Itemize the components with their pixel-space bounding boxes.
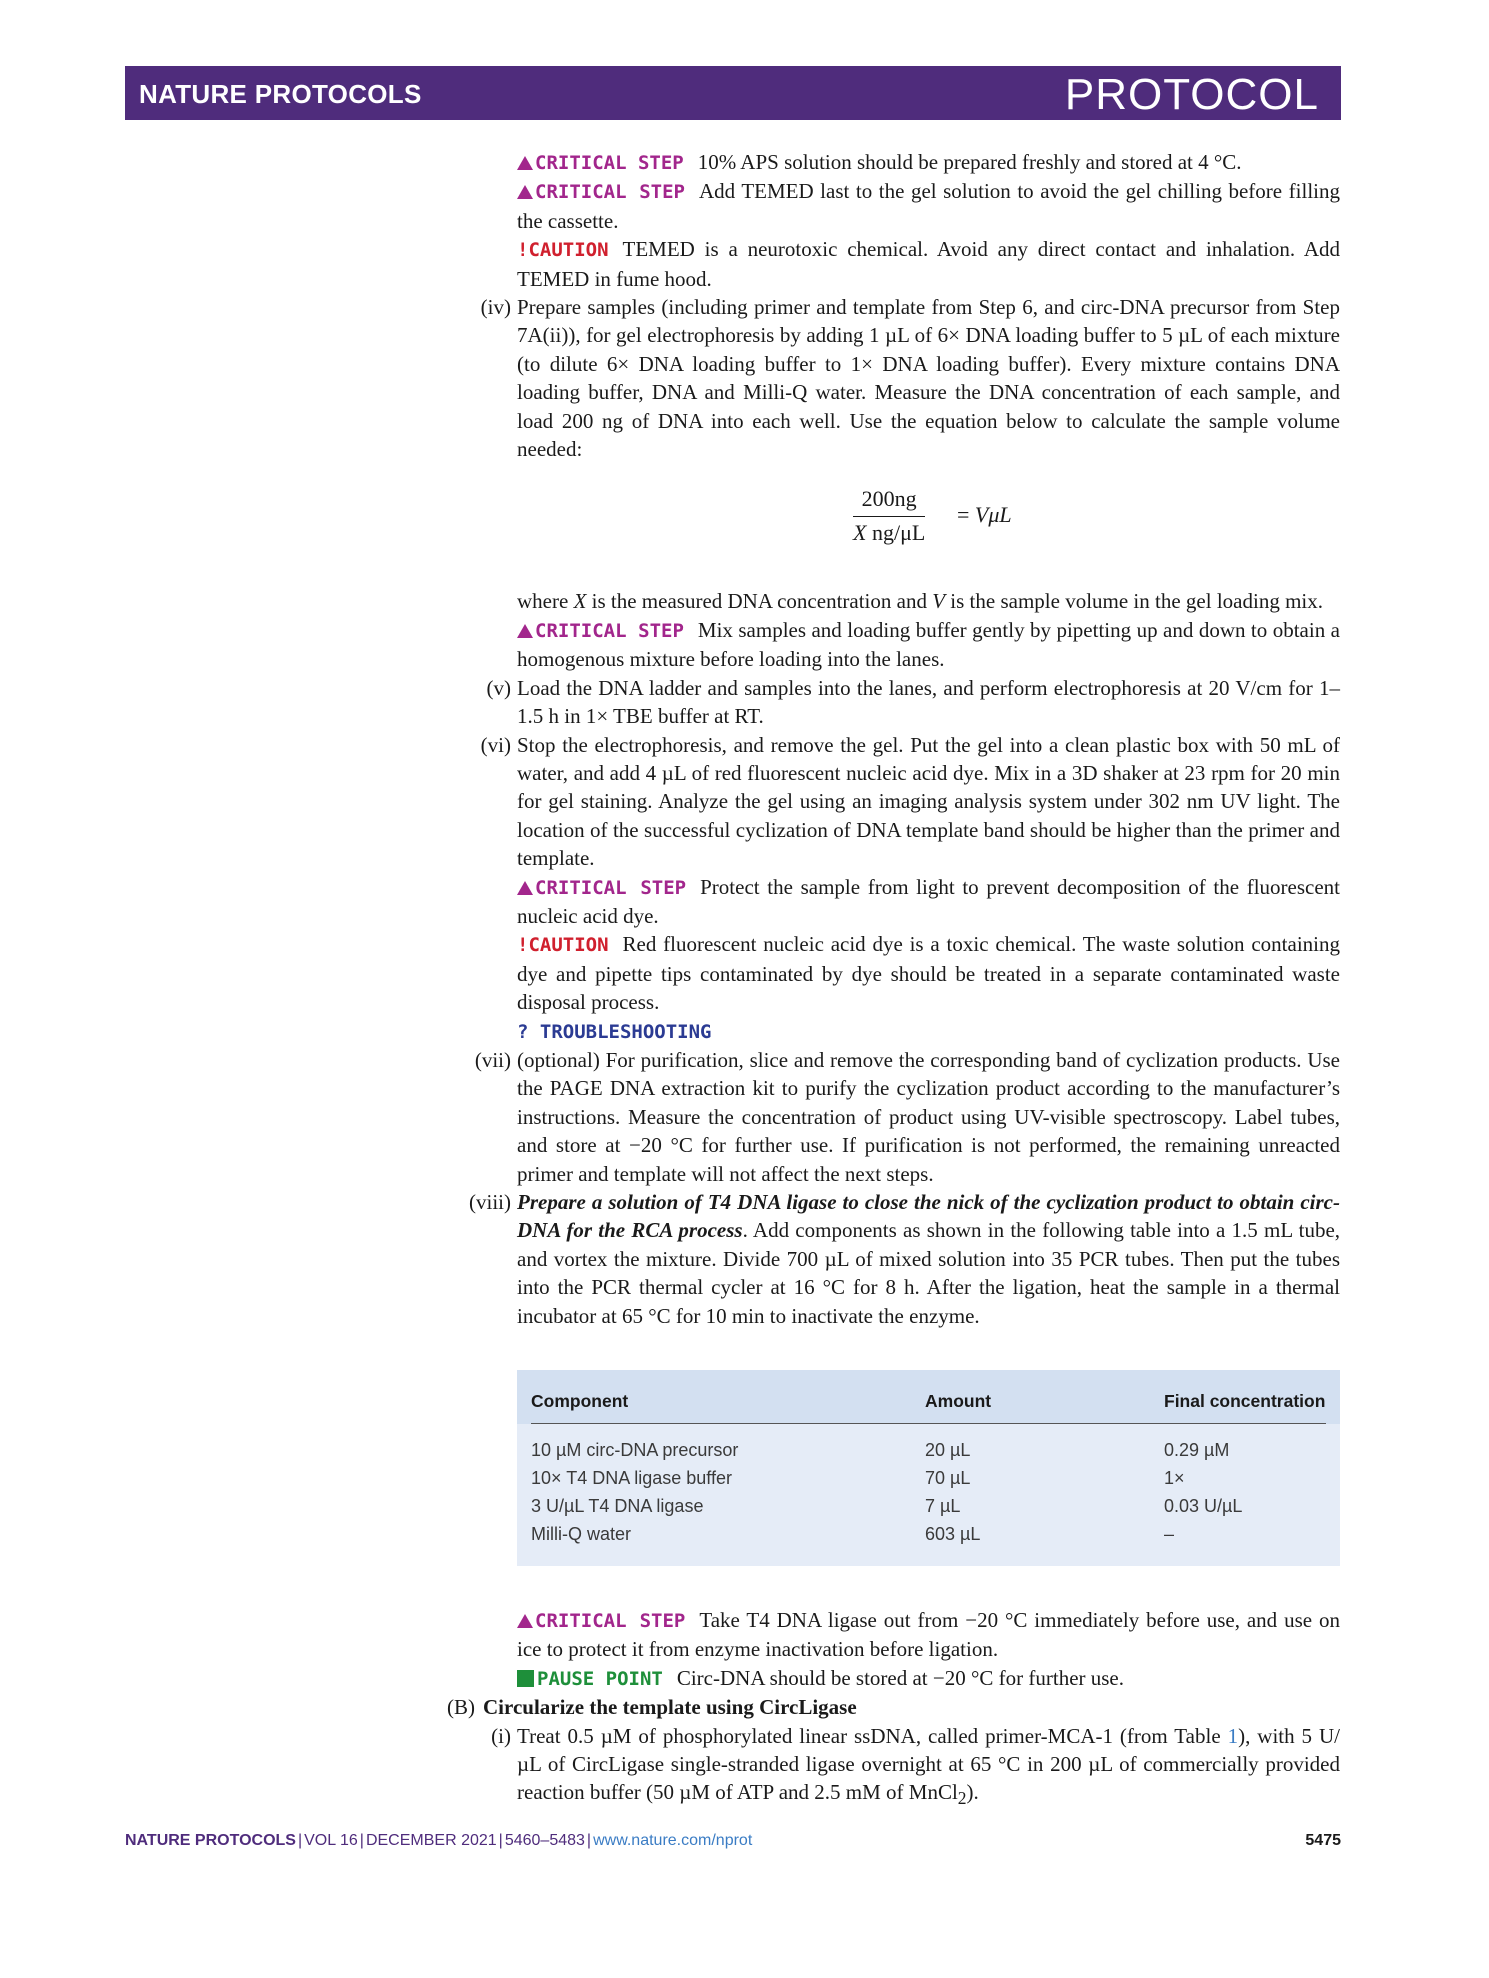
footer-citation: NATURE PROTOCOLS | VOL 16 | DECEMBER 2021 | 5460–5483 | www.nature.com/nprot (125, 1832, 753, 1849)
step-text: Stop the electrophoresis, and remove the gel. Put the gel into a clean plastic box with 50 mL of water, and add 4 µL of red fluorescent nucleic acid dye. Mix in a 3D shaker at 23 rpm for 20 min for gel staining. Analyze the gel using an imaging analysis system under 302 nm UV light. The location of the successful cyclization of DNA template band should be higher than the primer and template. (517, 732, 1340, 871)
critical-step-label: CRITICAL STEP (517, 877, 686, 899)
main-content (447, 148, 1341, 1813)
critical-step-block: CRITICAL STEP Mix samples and loading buffer gently by pipetting up and down to obtain a homogenous mixture before loading into the lanes. (517, 617, 1340, 672)
triangle-icon (517, 156, 533, 170)
table-header-cell: Component (531, 1391, 629, 1412)
step-b-i (491, 1722, 1340, 1813)
step-vii (474, 1046, 1340, 1188)
critical-step-block: CRITICAL STEP Add TEMED last to the gel solution to avoid the gel chilling before filling the cassette. (517, 179, 1340, 233)
table-row (517, 1492, 1340, 1520)
triangle-icon (517, 881, 533, 895)
journal-name: NATURE PROTOCOLS (139, 79, 422, 109)
table-row (517, 1520, 1340, 1548)
equation (517, 463, 1340, 587)
step-label: (vi) (480, 732, 511, 757)
table-header (517, 1370, 1340, 1424)
equation-fraction (853, 485, 925, 547)
critical-step-block: CRITICAL STEP Take T4 DNA ligase out from −20 °C immediately before use, and use on ice to protect it from enzyme inactivation before ligation. (517, 1608, 1340, 1662)
table-cell: 1× (1164, 1468, 1185, 1489)
step-vi (480, 731, 1340, 873)
table-cell: 0.29 µM (1164, 1440, 1230, 1461)
step-label: (i) (491, 1723, 511, 1748)
step-text: Prepare a solution of T4 DNA ligase to close the nick of the cyclization product to obtain circ-DNA for the RCA process. Add components as shown in the following table into a 1.5 mL tube, and vortex the mixture. Divide 700 µL of mixed solution into 35 PCR tubes. Then put the tubes into the PCR thermal cycler at 16 °C for 8 h. After the ligation, heat the sample in a thermal incubator at 65 °C for 10 min to inactivate the enzyme. (517, 1190, 1341, 1328)
table-cell: – (1164, 1524, 1175, 1545)
equation-denominator: X ng/μL (853, 519, 926, 545)
step-label: (B) (447, 1695, 475, 1720)
caution-block: !CAUTION TEMED is a neurotoxic chemical. Avoid any direct contact and inhalation. Add TEMED in fume hood. (517, 237, 1340, 291)
critical-step-label: CRITICAL STEP (517, 152, 684, 174)
triangle-icon (517, 1614, 533, 1628)
critical-step-block: CRITICAL STEP Protect the sample from light to prevent decomposition of the fluorescent nucleic acid dye. (517, 874, 1340, 928)
step-text: (optional) For purification, slice and remove the corresponding band of cyclization products. Use the PAGE DNA extraction kit to purify the cyclization product according to the manufacturer’s instructions. Measure the concentration of product using UV-visible spectroscopy. Label tubes, and store at −20 °C for further use. If purification is not performed, the remaining unreacted primer and template will not affect the next steps. (517, 1047, 1340, 1186)
caution-label: !CAUTION (517, 239, 609, 262)
table-cell: 70 µL (925, 1468, 971, 1489)
table-row (517, 1464, 1340, 1492)
ligation-table (517, 1370, 1340, 1566)
step-text: Load the DNA ladder and samples into the lanes, and perform electrophoresis at 20 V/cm for 1–1.5 h in 1× TBE buffer at RT. (517, 675, 1340, 729)
step-label: (vii) (474, 1047, 511, 1072)
table-cell: Milli-Q water (531, 1524, 632, 1545)
critical-step-label: CRITICAL STEP (517, 181, 685, 203)
troubleshooting-label: ? TROUBLESHOOTING (517, 1020, 712, 1043)
table-row (517, 1436, 1340, 1464)
step-heading: Circularize the template using CircLigase (483, 1695, 857, 1720)
table-cell: 603 µL (925, 1524, 981, 1545)
section-title: PROTOCOL (1064, 70, 1319, 119)
troubleshooting-block (517, 1017, 1340, 1046)
critical-step-label: CRITICAL STEP (517, 620, 684, 642)
table-cell: 10× T4 DNA ligase buffer (531, 1468, 732, 1489)
table-rule (531, 1423, 1326, 1424)
header-bar (125, 66, 1341, 120)
step-b (447, 1693, 1340, 1721)
caution-block: !CAUTION Red fluorescent nucleic acid dye is a toxic chemical. The waste solution containing dye and pipette tips contaminated by dye should be treated in a separate contaminated waste disposal process. (517, 932, 1340, 1015)
table-header-cell: Final concentration (1164, 1391, 1326, 1412)
page-number: 5475 (1305, 1832, 1341, 1849)
step-label: (viii) (469, 1190, 511, 1214)
table-cell: 20 µL (925, 1440, 971, 1461)
pause-point-label: PAUSE POINT (517, 1668, 663, 1690)
step-text: Treat 0.5 µM of phosphorylated linear ssDNA, called primer-MCA-1 (from Table 1), with 5 U/µL of CircLigase single-stranded ligase overnight at 65 °C in 200 µL of commercially provided reaction buffer (50 µM of ATP and 2.5 mM of MnCl$_2$). (517, 1723, 1340, 1809)
step-viii (469, 1188, 1341, 1330)
critical-step-block: CRITICAL STEP 10% APS solution should be prepared freshly and stored at 4 °C. (517, 148, 1340, 177)
step-text: Prepare samples (including primer and template from Step 6, and circ-DNA precursor from Step 7A(ii)), for gel electrophoresis by adding 1 µL of 6× DNA loading buffer to 5 µL of each mixture (to dilute 6× DNA loading buffer to 1× DNA loading buffer). Every mixture contains DNA loading buffer, DNA and Milli-Q water. Measure the DNA concentration of each sample, and load 200 ng of DNA into each well. Use the equation below to calculate the sample volume needed: (517, 295, 1340, 462)
triangle-icon (517, 185, 533, 199)
step-v (486, 674, 1340, 731)
pause-point-block: PAUSE POINT Circ-DNA should be stored at −20 °C for further use. (517, 1664, 1340, 1693)
journal-url-link[interactable]: www.nature.com/nprot (593, 1832, 753, 1849)
step-label: (v) (486, 675, 511, 700)
table-cell: 0.03 U/µL (1164, 1496, 1243, 1517)
step-iv (480, 293, 1340, 463)
table-cell: 10 µM circ-DNA precursor (531, 1440, 739, 1461)
table-header-cell: Amount (925, 1391, 992, 1412)
table-cell: 7 µL (925, 1496, 961, 1517)
step-label: (iv) (480, 295, 511, 320)
critical-step-label: CRITICAL STEP (517, 1610, 685, 1632)
table-reference-link[interactable]: 1 (1227, 1723, 1239, 1748)
equation-explanation: where X is the measured DNA concentration and V is the sample volume in the gel loading mix. (517, 589, 1323, 614)
triangle-icon (517, 624, 533, 638)
exclamation-icon: ! (517, 239, 529, 262)
equation-numerator: 200ng (853, 485, 925, 516)
equation-result: = VμL (957, 502, 1012, 528)
step-heading: Prepare a solution of T4 DNA ligase to close the nick of the cyclization product to obtain circ-DNA for the RCA process (517, 1190, 1340, 1243)
square-icon (517, 1670, 534, 1687)
table-cell: 3 U/µL T4 DNA ligase (531, 1496, 704, 1517)
caution-label: !CAUTION (517, 934, 609, 957)
exclamation-icon: ! (517, 934, 529, 957)
